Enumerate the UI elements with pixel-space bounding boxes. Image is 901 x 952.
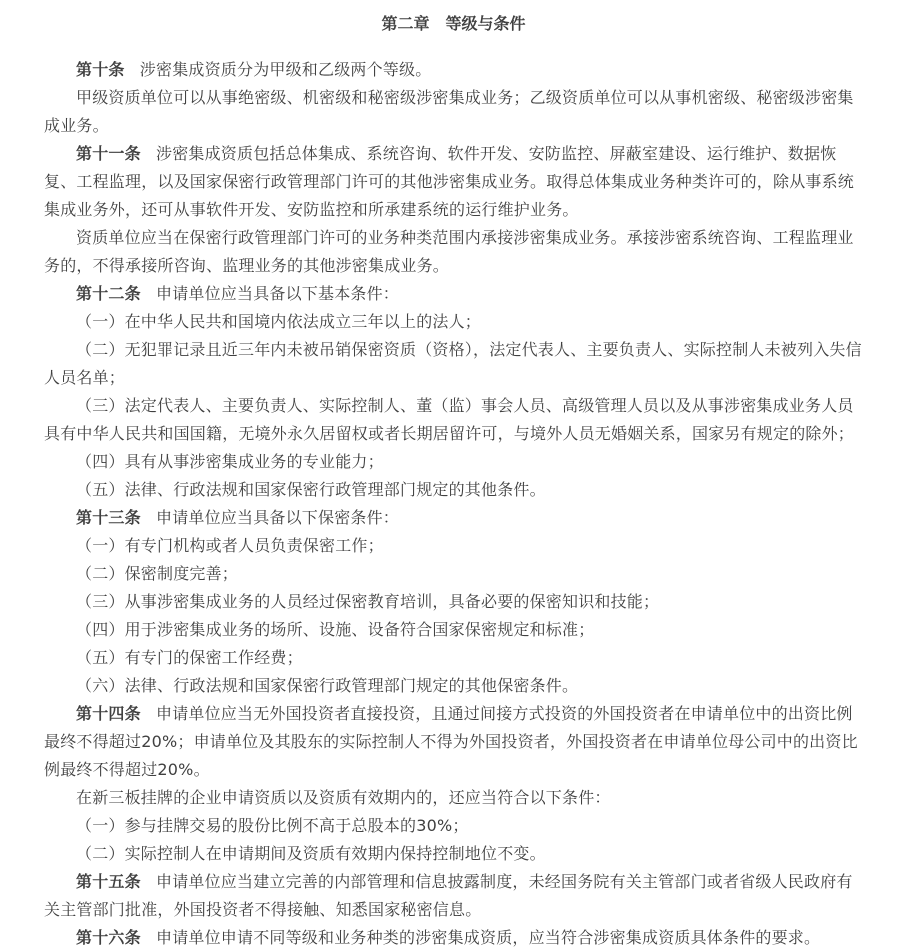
paragraph-text: 甲级资质单位可以从事绝密级、机密级和秘密级涉密集成业务；乙级资质单位可以从事机密级、秘密级涉密集成业务。: [44, 88, 854, 135]
paragraph: [44, 784, 863, 812]
paragraph-text: （一）在中华人民共和国境内依法成立三年以上的法人；: [76, 312, 482, 331]
paragraph-text: （二）无犯罪记录且近三年内未被吊销保密资质（资格），法定代表人、主要负责人、实际控制人未被列入失信人员名单；: [44, 340, 862, 387]
paragraph-text: 在新三板挂牌的企业申请资质以及资质有效期内的，还应当符合以下条件：: [76, 788, 611, 807]
paragraph: [44, 476, 863, 504]
paragraph: [44, 392, 863, 448]
paragraph-text: （四）具有从事涉密集成业务的专业能力；: [76, 452, 384, 471]
paragraph: [44, 560, 863, 588]
article-number: 第十四条: [76, 704, 141, 723]
paragraph: [44, 308, 863, 336]
paragraph-text: （五）有专门的保密工作经费；: [76, 648, 303, 667]
paragraph: [44, 588, 863, 616]
article-paragraph: [44, 924, 863, 952]
paragraph-text: （四）用于涉密集成业务的场所、设施、设备符合国家保密规定和标准；: [76, 620, 595, 639]
article-number: 第十二条: [76, 284, 141, 303]
article-number: 第十三条: [76, 508, 141, 527]
article-number: 第十五条: [76, 872, 141, 891]
paragraph-text: （六）法律、行政法规和国家保密行政管理部门规定的其他保密条件。: [76, 676, 579, 695]
paragraph: [44, 336, 863, 392]
paragraph-text: 申请单位应当具备以下保密条件：: [156, 508, 400, 527]
article-paragraph: [44, 700, 863, 784]
paragraph-text: （一）参与挂牌交易的股份比例不高于总股本的30%；: [76, 816, 469, 835]
chapter-title: 第二章 等级与条件: [381, 14, 526, 33]
paragraph: [44, 616, 863, 644]
paragraph: [44, 224, 863, 280]
paragraph-text: （三）从事涉密集成业务的人员经过保密教育培训，具备必要的保密知识和技能；: [76, 592, 660, 611]
article-paragraph: [44, 140, 863, 224]
article-number: 第十一条: [76, 144, 141, 163]
paragraph-text: 申请单位应当具备以下基本条件：: [156, 284, 400, 303]
article-paragraph: [44, 56, 863, 84]
paragraph: [44, 448, 863, 476]
paragraph-text: 涉密集成资质分为甲级和乙级两个等级。: [139, 60, 432, 79]
paragraph: [44, 840, 863, 868]
paragraph-text: （五）法律、行政法规和国家保密行政管理部门规定的其他条件。: [76, 480, 546, 499]
article-paragraph: [44, 504, 863, 532]
article-number: 第十条: [76, 60, 125, 79]
paragraph: [44, 812, 863, 840]
paragraph-text: 申请单位申请不同等级和业务种类的涉密集成资质，应当符合涉密集成资质具体条件的要求。: [156, 928, 821, 947]
article-number: 第十六条: [76, 928, 141, 947]
paragraph: [44, 84, 863, 140]
paragraph-text: （一）有专门机构或者人员负责保密工作；: [76, 536, 384, 555]
document-body: [44, 56, 863, 952]
paragraph-text: （三）法定代表人、主要负责人、实际控制人、董（监）事会人员、高级管理人员以及从事涉密集成业务人员具有中华人民共和国国籍，无境外永久居留权或者长期居留许可，与境外人员无婚姻关系，国家另有规定的除外；: [44, 396, 855, 443]
article-paragraph: [44, 280, 863, 308]
paragraph: [44, 532, 863, 560]
paragraph-text: （二）保密制度完善；: [76, 564, 239, 583]
paragraph-text: 申请单位应当无外国投资者直接投资，且通过间接方式投资的外国投资者在申请单位中的出资比例最终不得超过20%；申请单位及其股东的实际控制人不得为外国投资者，外国投资者在申请单位母公司中的出资比例最终不得超过20%。: [44, 704, 858, 779]
paragraph-text: 资质单位应当在保密行政管理部门许可的业务种类范围内承接涉密集成业务。承接涉密系统咨询、工程监理业务的，不得承接所咨询、监理业务的其他涉密集成业务。: [44, 228, 854, 275]
article-paragraph: [44, 868, 863, 924]
paragraph: [44, 644, 863, 672]
paragraph-text: 涉密集成资质包括总体集成、系统咨询、软件开发、安防监控、屏蔽室建设、运行维护、数据恢复、工程监理，以及国家保密行政管理部门许可的其他涉密集成业务。取得总体集成业务种类许可的，除从事系统集成业务外，还可从事软件开发、安防监控和所承建系统的运行维护业务。: [44, 144, 855, 219]
paragraph-text: 申请单位应当建立完善的内部管理和信息披露制度，未经国务院有关主管部门或者省级人民政府有关主管部门批准，外国投资者不得接触、知悉国家秘密信息。: [44, 872, 853, 919]
paragraph: [44, 672, 863, 700]
paragraph-text: （二）实际控制人在申请期间及资质有效期内保持控制地位不变。: [76, 844, 546, 863]
